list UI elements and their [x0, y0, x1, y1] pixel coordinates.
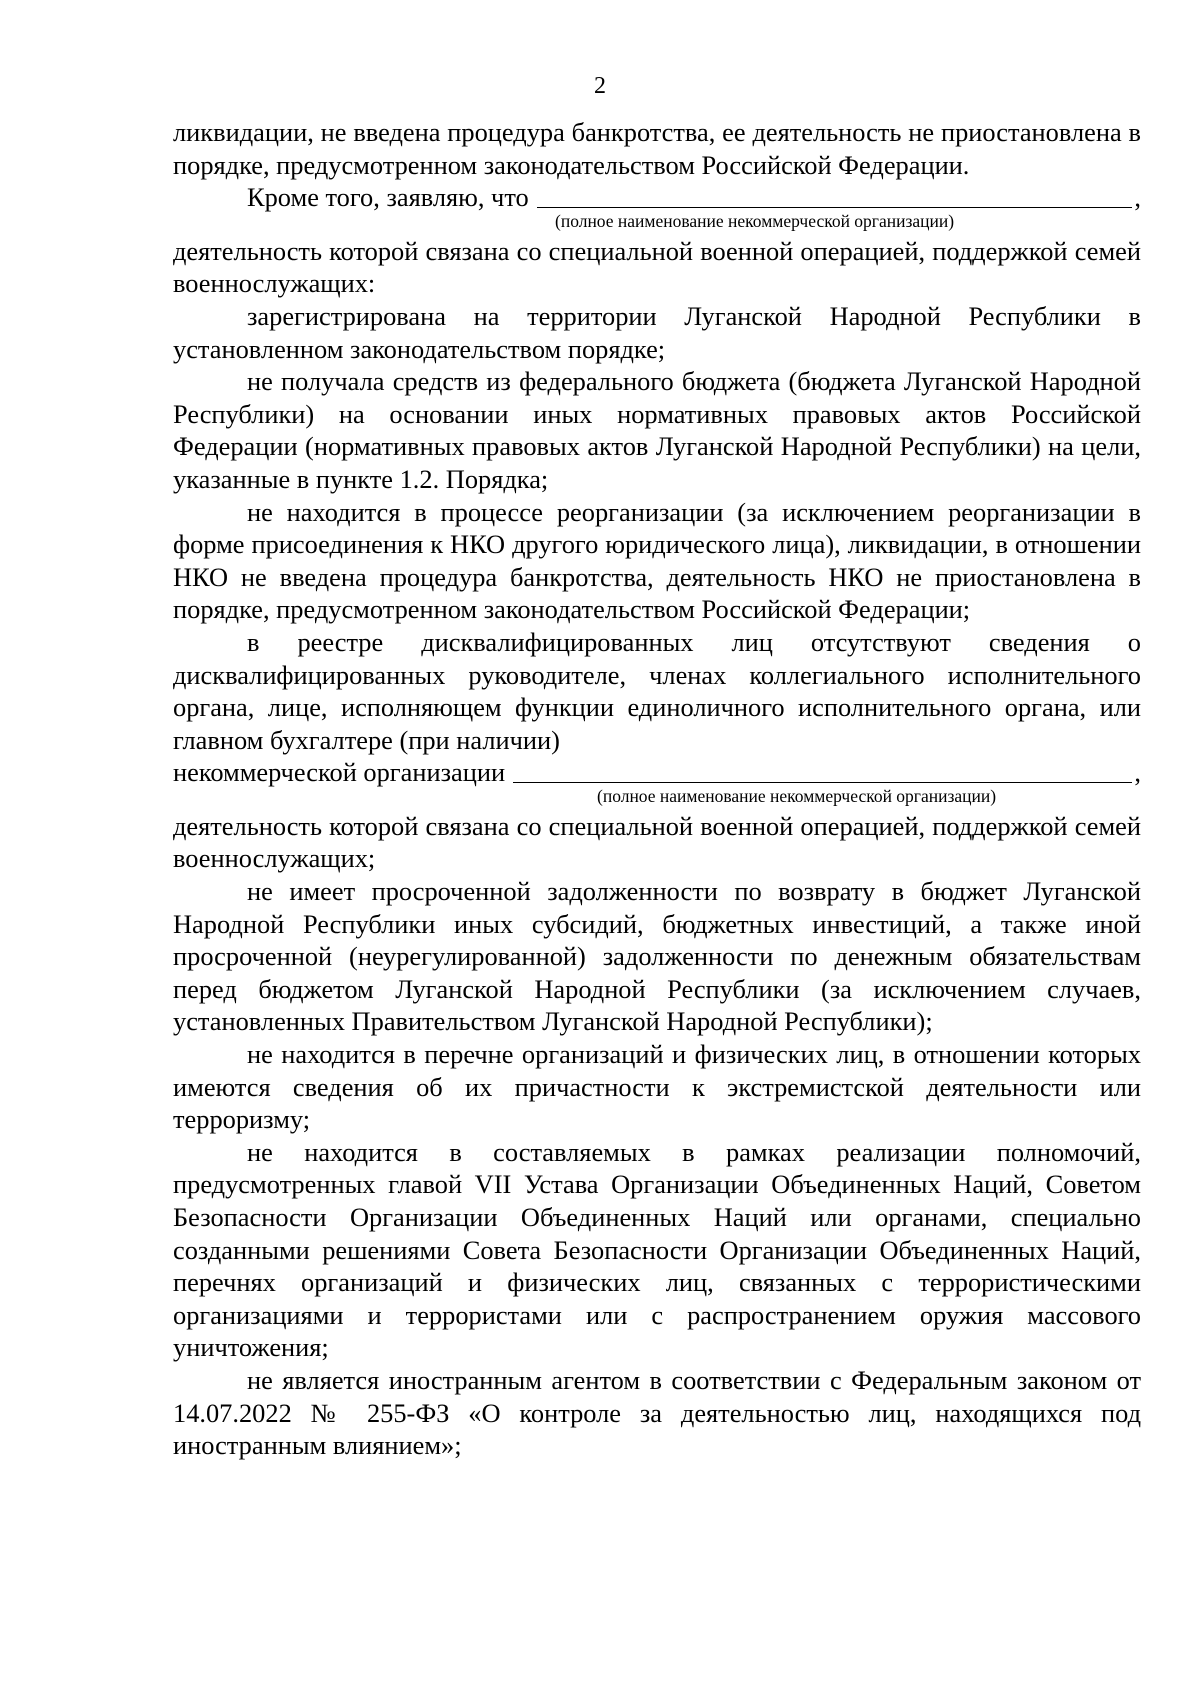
paragraph-no-reorganization: не находится в процессе реорганизации (за исключением реорганизации в форме присоединения к НКО другого юридического лица), ликвидации, в отношении НКО не введена процедура банкротства, деятельность НКО не приостановлена в порядке, предусмотренном законодательством Российской Федерации;	[173, 496, 1141, 625]
paragraph-no-debt: не имеет просроченной задолженности по возврату в бюджет Луганской Народной Республики иных субсидий, бюджетных инвестиций, а также иной просроченной (неурегулированной) задолженности по денежным обязательствам перед бюджетом Луганской Народной Республики (за исключением случаев, установленных Правительством Луганской Народной Республики);	[173, 876, 1141, 1037]
organization-name-caption-2: (полное наименование некоммерческой организации)	[597, 785, 997, 806]
declaration-line-1	[173, 181, 1141, 214]
paragraph-not-foreign-agent: не является иностранным агентом в соответствии с Федеральным законом от 14.07.2022 № 255-ФЗ «О контроле за деятельностью лиц, находящихся под иностранным влиянием»;	[173, 1364, 1141, 1461]
paragraph-liquidation-continued: ликвидации, не введена процедура банкротства, ее деятельность не приостановлена в порядке, предусмотренном законодательством Российской Федерации.	[173, 117, 1141, 180]
organization-name-caption-1: (полное наименование некоммерческой организации)	[555, 210, 955, 231]
declaration-intro: Кроме того, заявляю, что	[247, 182, 529, 213]
paragraph-disqualified-registry: в реестре дисквалифицированных лиц отсутствуют сведения о дисквалифицированных руководителе, членах коллегиального исполнительного органа, лице, исполняющем функции единоличного исполнительного органа, или главном бухгалтере (при наличии)	[173, 626, 1141, 755]
nko-label: некоммерческой организации	[173, 757, 506, 788]
comma-1: ,	[1134, 182, 1141, 213]
paragraph-registered: зарегистрирована на территории Луганской Народной Республики в установленном законодательством порядке;	[173, 300, 1141, 364]
paragraph-activity-related-2: деятельность которой связана со специальной военной операцией, поддержкой семей военнослужащих;	[173, 810, 1141, 874]
comma-2: ,	[1134, 757, 1141, 788]
paragraph-un-lists: не находится в составляемых в рамках реализации полномочий, предусмотренных главой VII Устава Организации Объединенных Наций, Советом Безопасности Организации Объединенных Наций или органами, специально созданными решениями Совета Безопасности Организации Объединенных Наций, перечнях организаций и физических лиц, связанных с террористическими организациями и террористами или с распространением оружия массового уничтожения;	[173, 1136, 1141, 1363]
paragraph-no-federal-funds: не получала средств из федерального бюджета (бюджета Луганской Народной Республики) на основании иных нормативных правовых актов Российской Федерации (нормативных правовых актов Луганской Народной Республики) на цели, указанные в пункте 1.2. Порядка;	[173, 366, 1141, 494]
document-body	[173, 116, 1141, 1462]
paragraph-no-extremism: не находится в перечне организаций и физических лиц, в отношении которых имеются сведения об их причастности к экстремистской деятельности или терроризму;	[173, 1039, 1141, 1135]
page-number: 2	[594, 73, 606, 99]
organization-name-blank-2[interactable]	[513, 781, 1132, 783]
declaration-line-2	[173, 756, 1141, 789]
organization-name-blank-1[interactable]	[537, 206, 1133, 208]
paragraph-activity-related-1: деятельность которой связана со специальной военной операцией, поддержкой семей военнослужащих:	[173, 235, 1141, 299]
